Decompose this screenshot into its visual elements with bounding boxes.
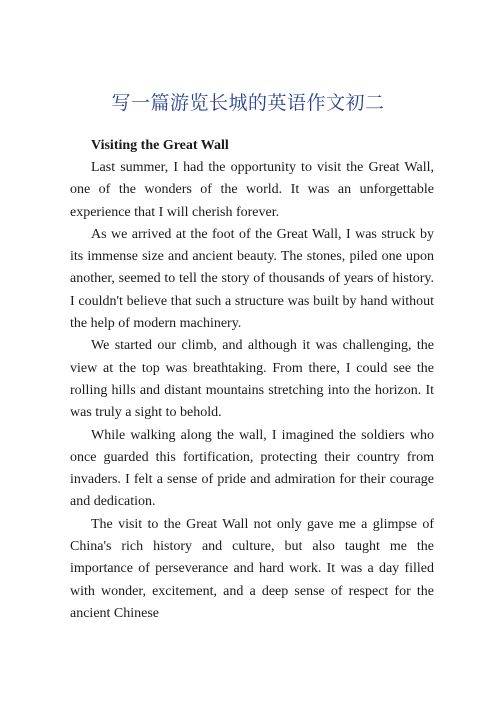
paragraph-5: The visit to the Great Wall not only gave me a glimpse of China's rich history and culture, but also taught me the importance of perseverance and hard work. It was a day filled with wonder, excitement, and a deep sense of respect for the ancient Chinese: [70, 516, 434, 621]
essay-heading: Visiting the Great Wall: [91, 138, 229, 153]
essay-body: [70, 135, 434, 625]
paragraph-1: Last summer, I had the opportunity to visit the Great Wall, one of the wonders of the world. It was an unforgettable experience that I will cherish forever.: [70, 160, 434, 220]
document-title: 写一篇游览长城的英语作文初二: [111, 92, 385, 114]
paragraph-2: As we arrived at the foot of the Great Wall, I was struck by its immense size and ancient beauty. The stones, piled one upon another, seemed to tell the story of thousands of years of history. I couldn't believe that such a structure was built by hand without the help of modern machinery.: [70, 226, 434, 332]
paragraph-3: We started our climb, and although it was challenging, the view at the top was breathtaking. From there, I could see the rolling hills and distant mountains stretching into the horizon. It was truly a sight to behold.: [70, 338, 434, 421]
paragraph-4: While walking along the wall, I imagined the soldiers who once guarded this fortification, protecting their country from invaders. I felt a sense of pride and admiration for their courage and dedication.: [70, 427, 434, 510]
